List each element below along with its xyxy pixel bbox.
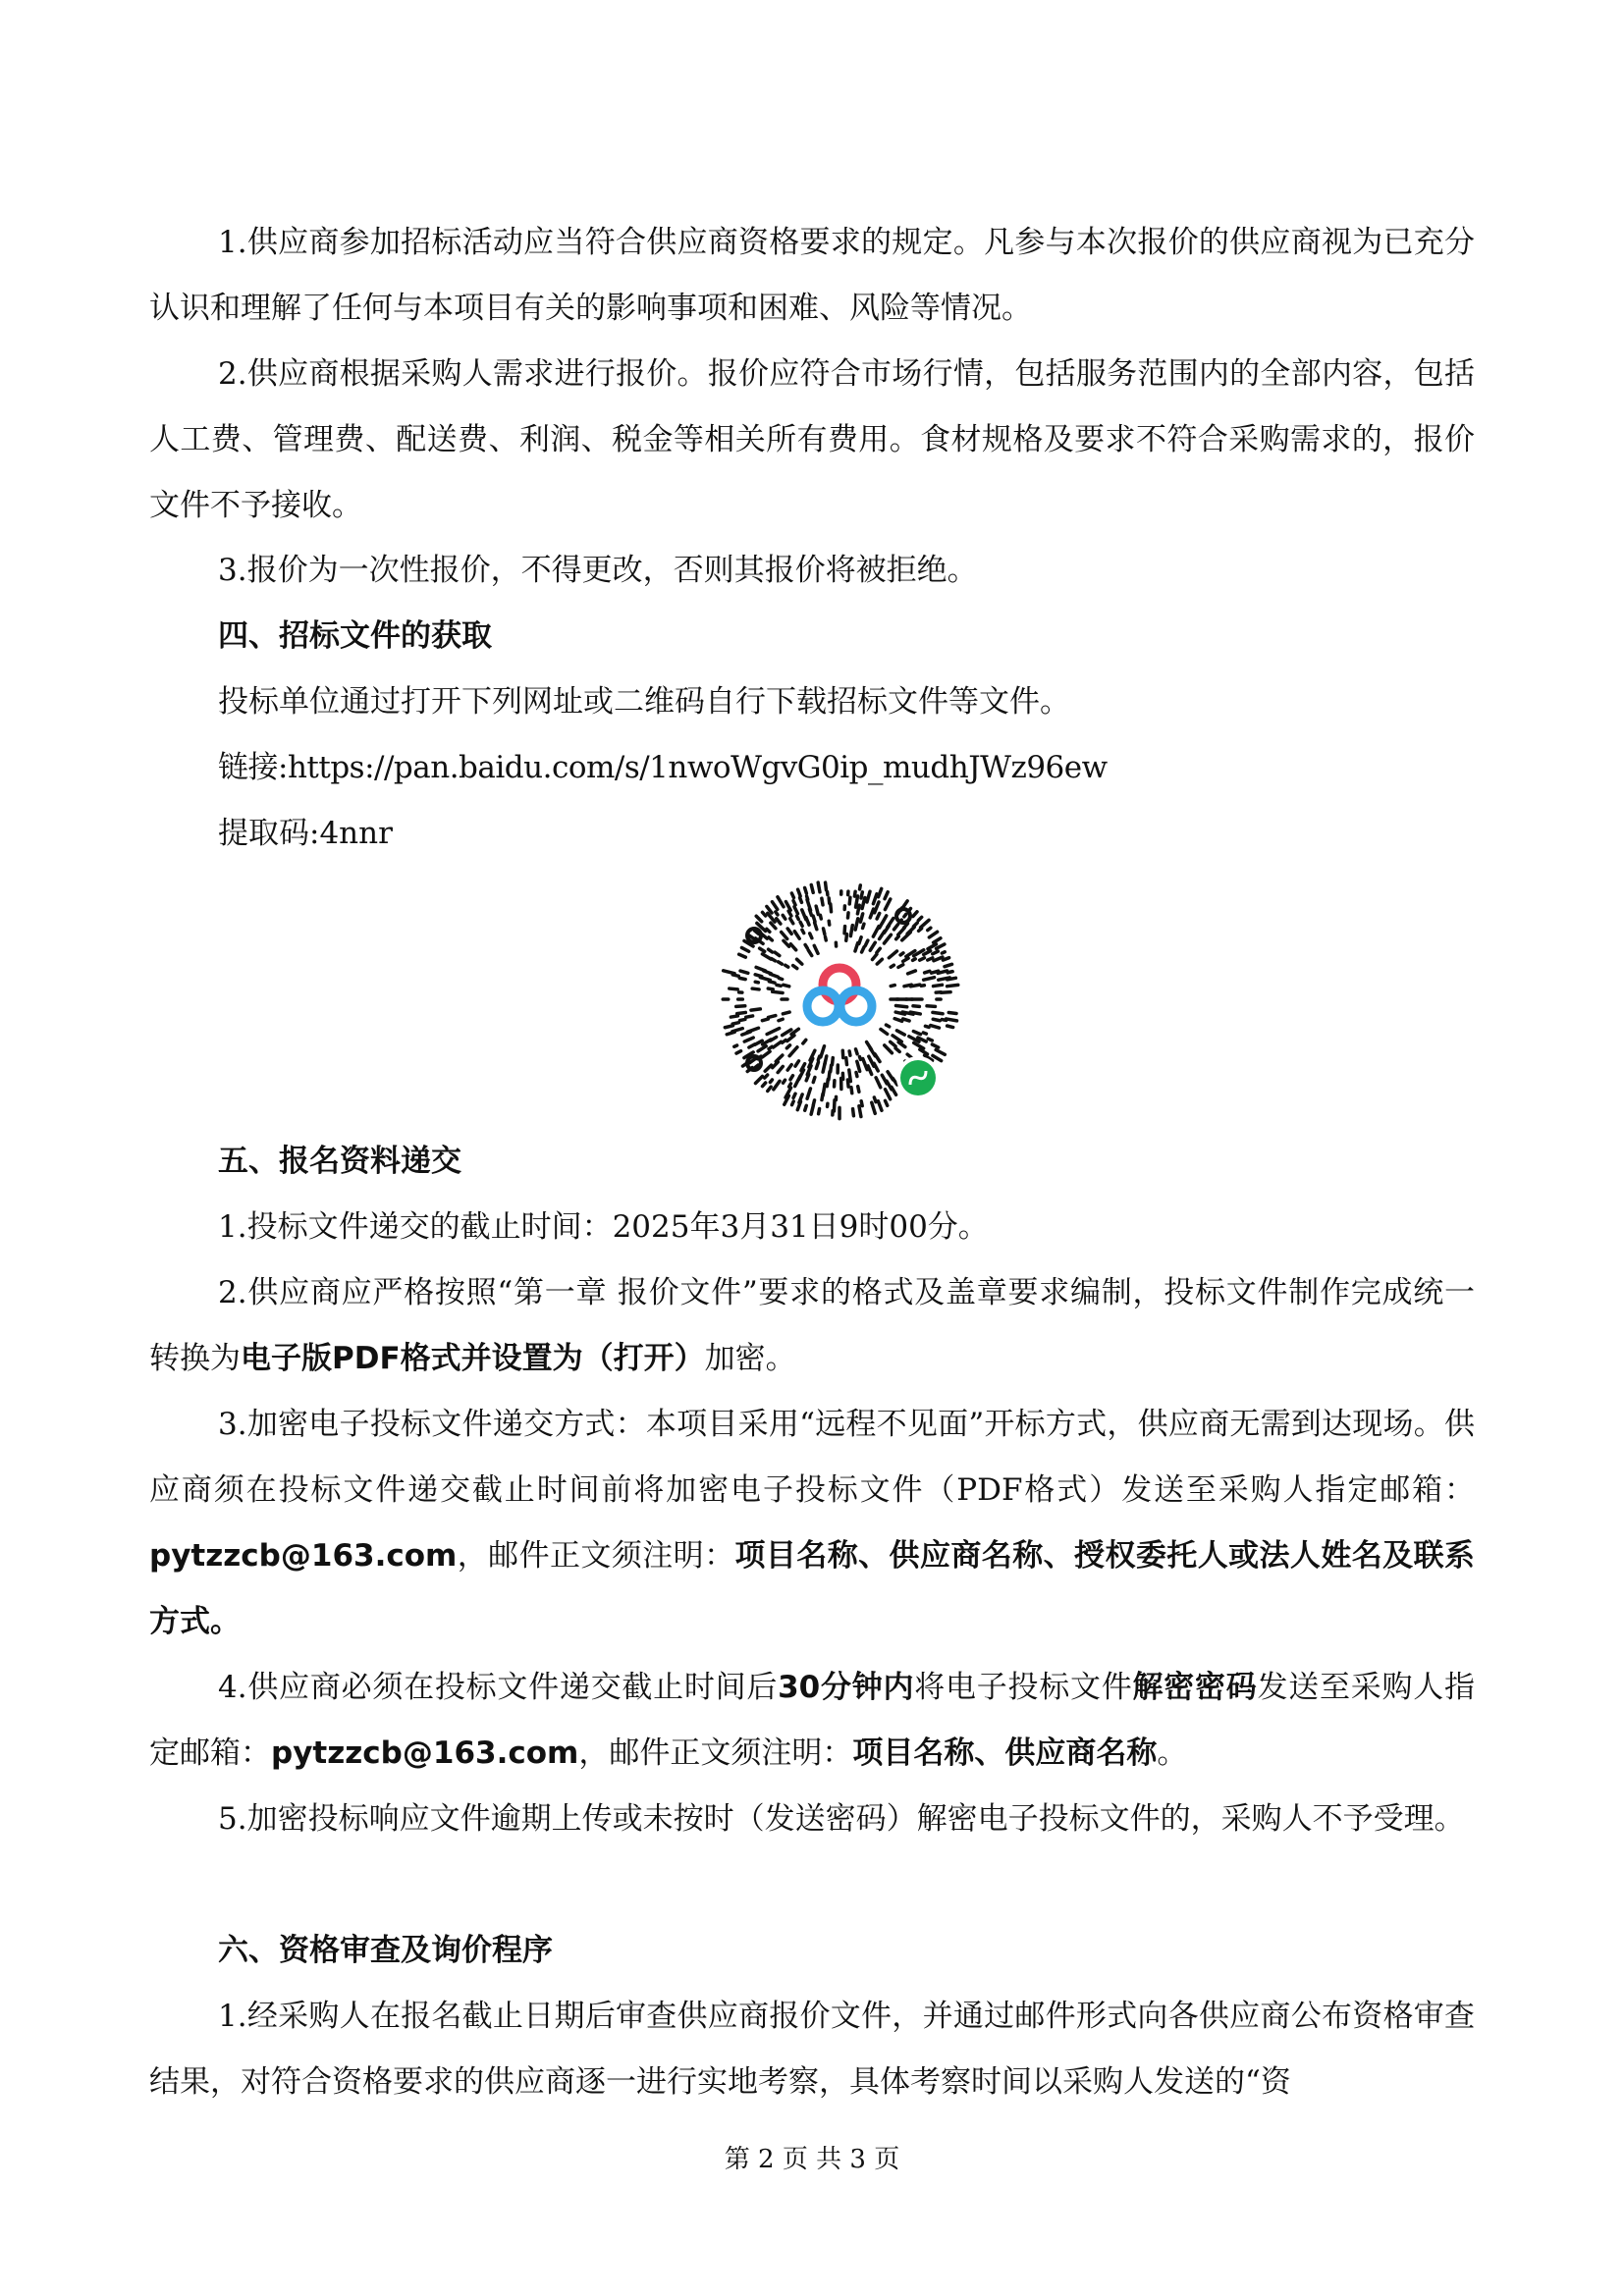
page-footer: 第 2 页 共 3 页	[724, 2145, 900, 2174]
download-link[interactable]: 链接:https://pan.baidu.com/s/1nwoWgvG0ip_mudhJWz96ew	[218, 750, 1108, 785]
email-address: pytzzcb@163.com	[149, 1538, 458, 1574]
section-5-heading: 五、报名资料递交	[218, 1144, 461, 1179]
section-4-heading: 四、招标文件的获取	[218, 618, 492, 654]
paragraph-3-2: 2.供应商根据采购人需求进行报价。报价应符合市场行情，包括服务范围内的全部内容，包括人工费、管理费、配送费、利润、税金等相关所有费用。食材规格及要求不符合采购需求的，报价文件不予接收。	[149, 356, 1475, 523]
section-6-heading: 六、资格审查及询价程序	[218, 1933, 553, 1968]
paragraph-3-1: 1.供应商参加招标活动应当符合供应商资格要求的规定。凡参与本次报价的供应商视为已充分认识和理解了任何与本项目有关的影响事项和困难、风险等情况。	[149, 225, 1475, 326]
paragraph-5-4: 4.供应商必须在投标文件递交截止时间后30分钟内将电子投标文件解密密码发送至采购人指定邮箱：pytzzcb@163.com，邮件正文须注明：项目名称、供应商名称。	[149, 1670, 1476, 1771]
paragraph-6-1: 1.经采购人在报名截止日期后审查供应商报价文件，并通过邮件形式向各供应商公布资格审查结果，对符合资格要求的供应商逐一进行实地考察，具体考察时间以采购人发送的“资	[149, 1999, 1475, 2100]
paragraph-5-3: 3.加密电子投标文件递交方式：本项目采用“远程不见面”开标方式，供应商无需到达现场。供应商须在投标文件递交截止时间前将加密电子投标文件（PDF格式）发送至采购人指定邮箱：pytzzcb@163.com，邮件正文须注明：项目名称、供应商名称、授权委托人或法人姓名及联系方式。	[149, 1407, 1475, 1639]
paragraph-3-3: 3.报价为一次性报价，不得更改，否则其报价将被拒绝。	[218, 553, 978, 588]
section-4-intro: 投标单位通过打开下列网址或二维码自行下载招标文件等文件。	[218, 684, 1070, 720]
qr-code[interactable]	[717, 877, 962, 1122]
paragraph-5-2: 2.供应商应严格按照“第一章 报价文件”要求的格式及盖章要求编制，投标文件制作完成统一转换为电子版PDF格式并设置为（打开）加密。	[149, 1275, 1475, 1376]
paragraph-5-1: 1.投标文件递交的截止时间：2025年3月31日9时00分。	[218, 1209, 989, 1245]
extraction-code: 提取码:4nnr	[218, 816, 393, 851]
email-address: pytzzcb@163.com	[271, 1735, 579, 1771]
paragraph-5-5: 5.加密投标响应文件逾期上传或未按时（发送密码）解密电子投标文件的，采购人不予受理。	[218, 1801, 1465, 1837]
